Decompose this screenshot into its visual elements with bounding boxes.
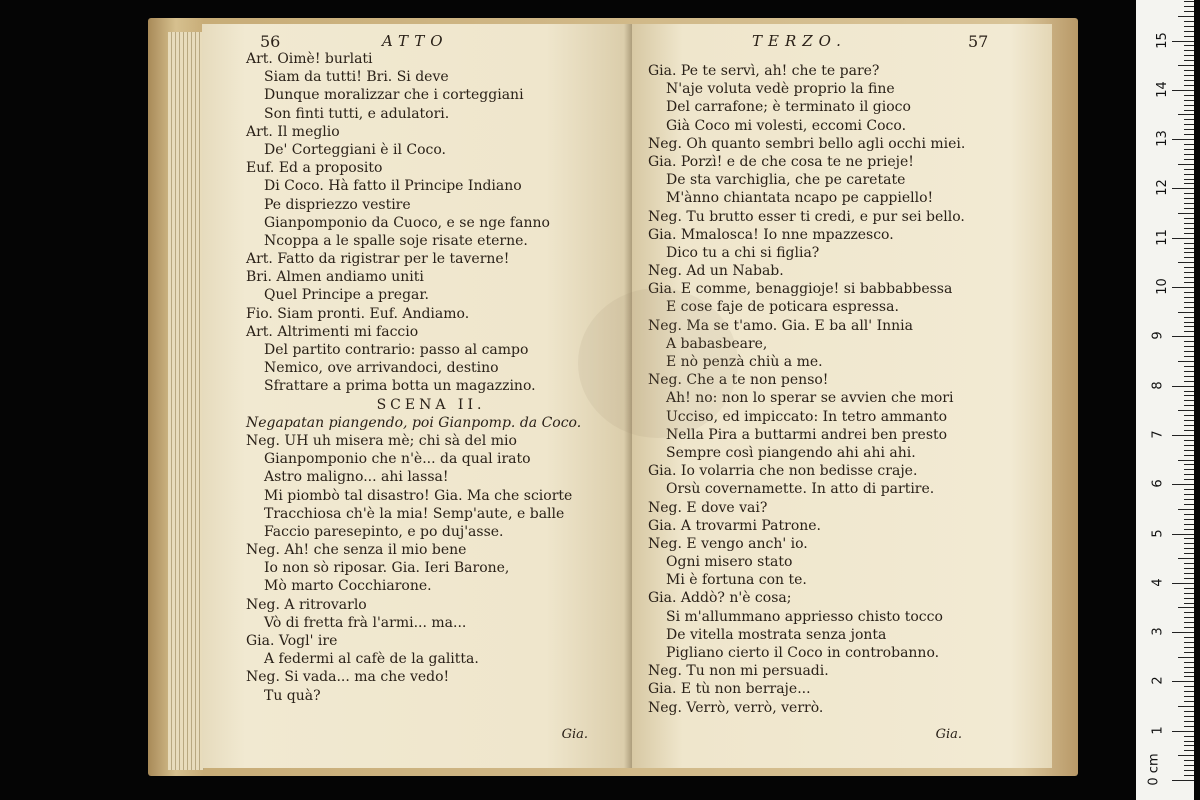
text-line: De' Corteggiani è il Coco.: [264, 141, 446, 158]
text-line: Neg. E vengo anch' io.: [648, 535, 808, 552]
ruler-tick: [1184, 415, 1194, 416]
text-line: Neg. Ma se t'amo. Gia. E ba all' Innia: [648, 317, 913, 334]
text-line: Dunque moralizzar che i corteggiani: [264, 87, 524, 104]
text-line: Tracchiosa ch'è la mia! Semp'aute, e balle: [264, 505, 565, 522]
text-line: Gia. Addò? n'è cosa;: [648, 590, 792, 607]
ruler-tick: [1184, 193, 1194, 194]
ruler-tick: [1184, 21, 1194, 22]
text-line: Neg. Che a te non penso!: [648, 372, 829, 389]
text-line: Neg. Ad un Nabab.: [648, 263, 784, 280]
ruler-tick: [1184, 80, 1194, 81]
text-line: Gianpomponio da Cuoco, e se nge fanno: [264, 214, 550, 231]
ruler-tick: [1172, 41, 1194, 42]
ruler-tick: [1184, 691, 1194, 692]
ruler-tick: [1184, 376, 1194, 377]
ruler-tick: [1172, 287, 1194, 288]
ruler-tick: [1184, 110, 1194, 111]
ruler-tick: [1184, 341, 1194, 342]
ruler-tick: [1184, 672, 1194, 673]
ruler-tick: [1184, 272, 1194, 273]
ruler-tick: [1184, 489, 1194, 490]
ruler-tick: [1184, 45, 1194, 46]
text-line: Neg. Ah! che senza il mio bene: [246, 542, 467, 559]
ruler-tick: [1184, 1, 1194, 2]
ruler-tick: [1184, 346, 1194, 347]
text-line: Già Coco mi volesti, eccomi Coco.: [666, 117, 907, 134]
text-line: Son finti tutti, e adulatori.: [264, 105, 450, 122]
ruler-tick: [1184, 588, 1194, 589]
ruler-tick: [1184, 317, 1194, 318]
left-page: [202, 24, 632, 768]
ruler-tick: [1184, 371, 1194, 372]
ruler-tick: [1184, 267, 1194, 268]
ruler-tick: [1184, 642, 1194, 643]
ruler-tick: [1184, 612, 1194, 613]
ruler-tick: [1184, 445, 1194, 446]
ruler-tick: [1184, 277, 1194, 278]
ruler-tick: [1172, 780, 1194, 781]
text-line: Bri. Almen andiamo uniti: [246, 269, 424, 286]
ruler-tick: [1184, 400, 1194, 401]
ruler-tick: [1184, 440, 1194, 441]
ruler-tick: [1184, 149, 1194, 150]
text-line: Ah! no: non lo sperar se avvien che mori: [666, 390, 954, 407]
ruler-tick: [1184, 134, 1194, 135]
ruler-tick: [1184, 667, 1194, 668]
ruler-tick: [1184, 686, 1194, 687]
text-line: Si m'allummano appriesso chisto tocco: [666, 608, 943, 625]
text-line: Sfrattare a prima botta un magazzino.: [264, 378, 536, 395]
text-line: Gianpomponio che n'è... da qual irato: [264, 451, 531, 468]
text-line: E cose faje de poticara espressa.: [666, 299, 899, 316]
ruler-tick: [1178, 312, 1194, 313]
ruler-tick: [1184, 765, 1194, 766]
ruler-tick: [1184, 60, 1194, 61]
ruler-unit-label: 0 cm: [1146, 753, 1162, 786]
text-line: Pigliano cierto il Coco in controbanno.: [666, 645, 940, 661]
ruler-tick: [1184, 760, 1194, 761]
text-line: A federmi al cafè de la galitta.: [264, 651, 479, 668]
ruler-tick: [1184, 524, 1194, 525]
text-line: Neg. Oh quanto sembri bello agli occhi miei.: [648, 135, 966, 152]
ruler-tick: [1184, 326, 1194, 327]
ruler-tick: [1184, 464, 1194, 465]
ruler-tick: [1184, 11, 1194, 12]
text-line: Negapatan piangendo, poi Gianpomp. da Coco.: [246, 414, 582, 431]
text-line: Neg. Si vada... ma che vedo!: [246, 669, 450, 686]
ruler-tick: [1184, 529, 1194, 530]
text-line: Neg. UH uh misera mè; chi sà del mio: [246, 432, 517, 449]
ruler-tick: [1184, 514, 1194, 515]
text-line: Gia. Porzì! e de che cosa te ne prieje!: [648, 153, 914, 170]
ruler-tick: [1184, 144, 1194, 145]
text-line: Ncoppa a le spalle soje risate eterne.: [264, 232, 528, 249]
text-line: Neg. Tu non mi persuadi.: [648, 663, 829, 680]
text-line: Siam da tutti! Bri. Si deve: [264, 69, 449, 86]
text-line: Ucciso, ed impiccato: In tetro ammanto: [666, 408, 948, 425]
ruler-tick: [1178, 262, 1194, 263]
ruler-tick: [1184, 154, 1194, 155]
ruler-tick: [1184, 105, 1194, 106]
ruler-tick: [1184, 307, 1194, 308]
ruler-tick: [1184, 420, 1194, 421]
ruler-tick: [1184, 770, 1194, 771]
text-line: A babasbeare,: [666, 335, 768, 352]
ruler-tick: [1184, 563, 1194, 564]
ruler-tick: [1184, 119, 1194, 120]
ruler-tick: [1184, 218, 1194, 219]
ruler-tick: [1184, 356, 1194, 357]
ruler-tick: [1172, 90, 1194, 91]
ruler-number: 3: [1150, 627, 1166, 636]
ruler-tick: [1184, 243, 1194, 244]
ruler-tick: [1184, 721, 1194, 722]
ruler-tick: [1178, 607, 1194, 608]
text-line: Neg. E dove vai?: [648, 499, 768, 516]
text-line: De sta varchiglia, che pe caretate: [666, 172, 906, 189]
ruler-tick: [1172, 238, 1194, 239]
text-line: Gia. Pe te servì, ah! che te pare?: [648, 63, 880, 79]
ruler-tick: [1184, 252, 1194, 253]
ruler-tick: [1178, 16, 1194, 17]
ruler-number: 4: [1150, 578, 1166, 587]
ruler-number: 14: [1154, 81, 1170, 98]
ruler-tick: [1184, 504, 1194, 505]
ruler-tick: [1184, 26, 1194, 27]
ruler-tick: [1184, 726, 1194, 727]
ruler-tick: [1184, 208, 1194, 209]
ruler-tick: [1184, 479, 1194, 480]
ruler-tick: [1184, 292, 1194, 293]
ruler-tick: [1178, 509, 1194, 510]
ruler-tick: [1184, 203, 1194, 204]
ruler-number: 7: [1150, 430, 1166, 439]
ruler-tick: [1184, 95, 1194, 96]
text-line: Mò marto Cocchiarone.: [264, 578, 432, 595]
right-page-header: TERZO.: [752, 32, 847, 50]
ruler-tick: [1184, 183, 1194, 184]
ruler-number: 11: [1154, 228, 1170, 246]
ruler-tick: [1184, 351, 1194, 352]
ruler-tick: [1184, 85, 1194, 86]
ruler-tick: [1184, 617, 1194, 618]
ruler-tick: [1184, 519, 1194, 520]
ruler-tick: [1184, 622, 1194, 623]
ruler-tick: [1178, 114, 1194, 115]
ruler-tick: [1184, 573, 1194, 574]
ruler-tick: [1184, 450, 1194, 451]
text-line: Di Coco. Hà fatto il Principe Indiano: [264, 178, 522, 195]
ruler-tick: [1178, 706, 1194, 707]
ruler-tick: [1184, 750, 1194, 751]
ruler-tick: [1184, 257, 1194, 258]
ruler-tick: [1184, 627, 1194, 628]
text-line: Mi piombò tal disastro! Gia. Ma che sciorte: [264, 487, 573, 504]
text-line: Del partito contrario: passo al campo: [264, 342, 529, 358]
ruler-tick: [1184, 179, 1194, 180]
text-line: SCENA II.: [376, 396, 486, 413]
ruler-number: 8: [1150, 380, 1166, 390]
ruler-tick: [1184, 198, 1194, 199]
ruler-number: 9: [1150, 331, 1166, 340]
text-line: Tu quà?: [264, 687, 321, 704]
ruler-tick: [1184, 553, 1194, 554]
ruler-tick: [1184, 647, 1194, 648]
ruler-tick: [1184, 381, 1194, 382]
ruler-tick: [1184, 282, 1194, 283]
text-line: Nella Pira a buttarmi andrei ben presto: [666, 426, 948, 443]
ruler-tick: [1184, 598, 1194, 599]
ruler-tick: [1184, 474, 1194, 475]
open-book: [148, 18, 1078, 776]
text-line: Vò di fretta frà l'armi... ma...: [264, 614, 467, 631]
text-line: M'ànno chiantata ncapo pe cappiello!: [666, 190, 934, 207]
library-stamp: [578, 288, 738, 438]
ruler-tick: [1172, 139, 1194, 140]
ruler-tick: [1172, 731, 1194, 732]
ruler-tick: [1184, 31, 1194, 32]
ruler-tick: [1184, 425, 1194, 426]
ruler-tick: [1184, 696, 1194, 697]
ruler-tick: [1184, 297, 1194, 298]
ruler-tick: [1172, 336, 1194, 337]
text-line: Del carrafone; è terminato il gioco: [666, 99, 911, 116]
left-page-number: 56: [260, 32, 281, 51]
ruler-tick: [1184, 494, 1194, 495]
ruler-tick: [1178, 657, 1194, 658]
ruler-tick: [1172, 583, 1194, 584]
text-line: Nemico, ove arrivandoci, destino: [264, 360, 499, 377]
ruler-tick: [1184, 711, 1194, 712]
ruler-tick: [1184, 701, 1194, 702]
ruler-tick: [1178, 410, 1194, 411]
ruler-tick: [1184, 124, 1194, 125]
ruler-tick: [1184, 233, 1194, 234]
ruler-tick: [1184, 129, 1194, 130]
ruler-tick: [1184, 70, 1194, 71]
text-line: Gia. Io volarria che non bedisse craje.: [648, 463, 918, 480]
ruler-tick: [1178, 65, 1194, 66]
ruler-number: 15: [1154, 31, 1170, 49]
ruler-tick: [1172, 435, 1194, 436]
ruler-tick: [1184, 469, 1194, 470]
ruler-number: 2: [1150, 676, 1166, 686]
ruler-tick: [1184, 716, 1194, 717]
ruler-tick: [1184, 736, 1194, 737]
ruler-tick: [1184, 499, 1194, 500]
ruler-tick: [1184, 75, 1194, 76]
ruler-tick: [1184, 455, 1194, 456]
ruler-tick: [1184, 55, 1194, 56]
ruler-tick: [1172, 632, 1194, 633]
text-line: Art. Fatto da rigistrar per le taverne!: [246, 251, 510, 268]
ruler-tick: [1178, 558, 1194, 559]
ruler-tick: [1184, 578, 1194, 579]
ruler-tick: [1184, 322, 1194, 323]
ruler-tick: [1184, 741, 1194, 742]
text-line: Fio. Siam pronti. Euf. Andiamo.: [246, 305, 470, 322]
text-line: Art. Altrimenti mi faccio: [246, 323, 419, 340]
ruler-tick: [1172, 534, 1194, 535]
ruler-number: 12: [1154, 179, 1170, 197]
ruler-tick: [1178, 755, 1194, 756]
left-page-header: ATTO: [382, 32, 449, 50]
ruler-tick: [1184, 169, 1194, 170]
ruler-tick: [1184, 652, 1194, 653]
ruler-tick: [1184, 331, 1194, 332]
ruler-tick: [1184, 538, 1194, 539]
ruler-tick: [1184, 568, 1194, 569]
ruler-number: 6: [1150, 479, 1166, 488]
ruler-tick: [1184, 548, 1194, 549]
ruler-tick: [1172, 188, 1194, 189]
ruler-tick: [1172, 681, 1194, 682]
ruler-tick: [1184, 248, 1194, 249]
ruler-tick: [1184, 366, 1194, 367]
ruler-tick: [1184, 6, 1194, 7]
text-line: Io non sò riposar. Gia. Ieri Barone,: [264, 560, 510, 577]
ruler-tick: [1178, 164, 1194, 165]
text-line: Euf. Ed a proposito: [246, 160, 383, 177]
ruler-tick: [1184, 593, 1194, 594]
text-line: Pe dispriezzo vestire: [264, 196, 411, 213]
ruler-number: 13: [1154, 130, 1170, 147]
text-line: Quel Principe a pregar.: [264, 287, 429, 304]
ruler-tick: [1184, 745, 1194, 746]
text-line: Neg. Verrò, verrò, verrò.: [648, 699, 824, 716]
text-line: Gia. Vogl' ire: [246, 633, 338, 649]
ruler-tick: [1184, 405, 1194, 406]
text-line: Ogni misero stato: [666, 554, 793, 571]
text-line: Faccio paresepinto, e po duj'asse.: [264, 523, 504, 540]
ruler-tick: [1184, 662, 1194, 663]
text-line: Neg. A ritrovarlo: [246, 596, 367, 613]
ruler-tick: [1172, 386, 1194, 387]
ruler-tick: [1184, 100, 1194, 101]
left-catchword: Gia.: [561, 727, 588, 742]
text-line: N'aje voluta vedè proprio la fine: [666, 81, 895, 98]
text-line: E nò penzà chiù a me.: [666, 354, 823, 370]
ruler-tick: [1184, 223, 1194, 224]
measurement-ruler: [1136, 0, 1194, 800]
text-line: De vitella mostrata senza jonta: [666, 626, 887, 643]
ruler-tick: [1184, 228, 1194, 229]
text-line: Neg. Tu brutto esser ti credi, e pur sei bello.: [648, 208, 965, 225]
ruler-number: 1: [1150, 726, 1166, 735]
ruler-tick: [1178, 460, 1194, 461]
left-page-text: [246, 50, 616, 705]
right-catchword: Gia.: [935, 727, 962, 742]
ruler-tick: [1184, 430, 1194, 431]
text-line: Mi è fortuna con te.: [666, 572, 807, 589]
ruler-tick: [1178, 361, 1194, 362]
text-line: Art. Il meglio: [246, 123, 340, 140]
ruler-number: 10: [1154, 278, 1170, 295]
ruler-tick: [1184, 775, 1194, 776]
ruler-tick: [1184, 637, 1194, 638]
ruler-tick: [1184, 36, 1194, 37]
text-line: Gia. E comme, benaggioje! si babbabbessa: [648, 281, 953, 298]
text-line: Gia. E tù non berraje...: [648, 681, 811, 698]
text-line: Astro maligno... ahi lassa!: [264, 469, 449, 486]
ruler-tick: [1184, 174, 1194, 175]
ruler-tick: [1184, 603, 1194, 604]
text-line: Dico tu a chi si figlia?: [666, 244, 820, 261]
ruler-tick: [1172, 484, 1194, 485]
right-page-number: 57: [968, 32, 989, 51]
ruler-tick: [1184, 543, 1194, 544]
ruler-tick: [1178, 213, 1194, 214]
ruler-tick: [1184, 395, 1194, 396]
text-line: Orsù covernamette. In atto di partire.: [666, 481, 935, 498]
ruler-tick: [1184, 50, 1194, 51]
text-line: Gia. A trovarmi Patrone.: [648, 517, 822, 534]
ruler-tick: [1184, 159, 1194, 160]
text-line: Gia. Mmalosca! Io nne mpazzesco.: [648, 226, 894, 243]
ruler-tick: [1184, 302, 1194, 303]
ruler-number: 5: [1150, 528, 1166, 538]
page-edges: [168, 32, 204, 770]
text-line: Sempre così piangendo ahi ahi ahi.: [666, 444, 916, 461]
ruler-tick: [1184, 391, 1194, 392]
text-line: Art. Oimè! burlati: [246, 51, 373, 67]
ruler-tick: [1184, 676, 1194, 677]
